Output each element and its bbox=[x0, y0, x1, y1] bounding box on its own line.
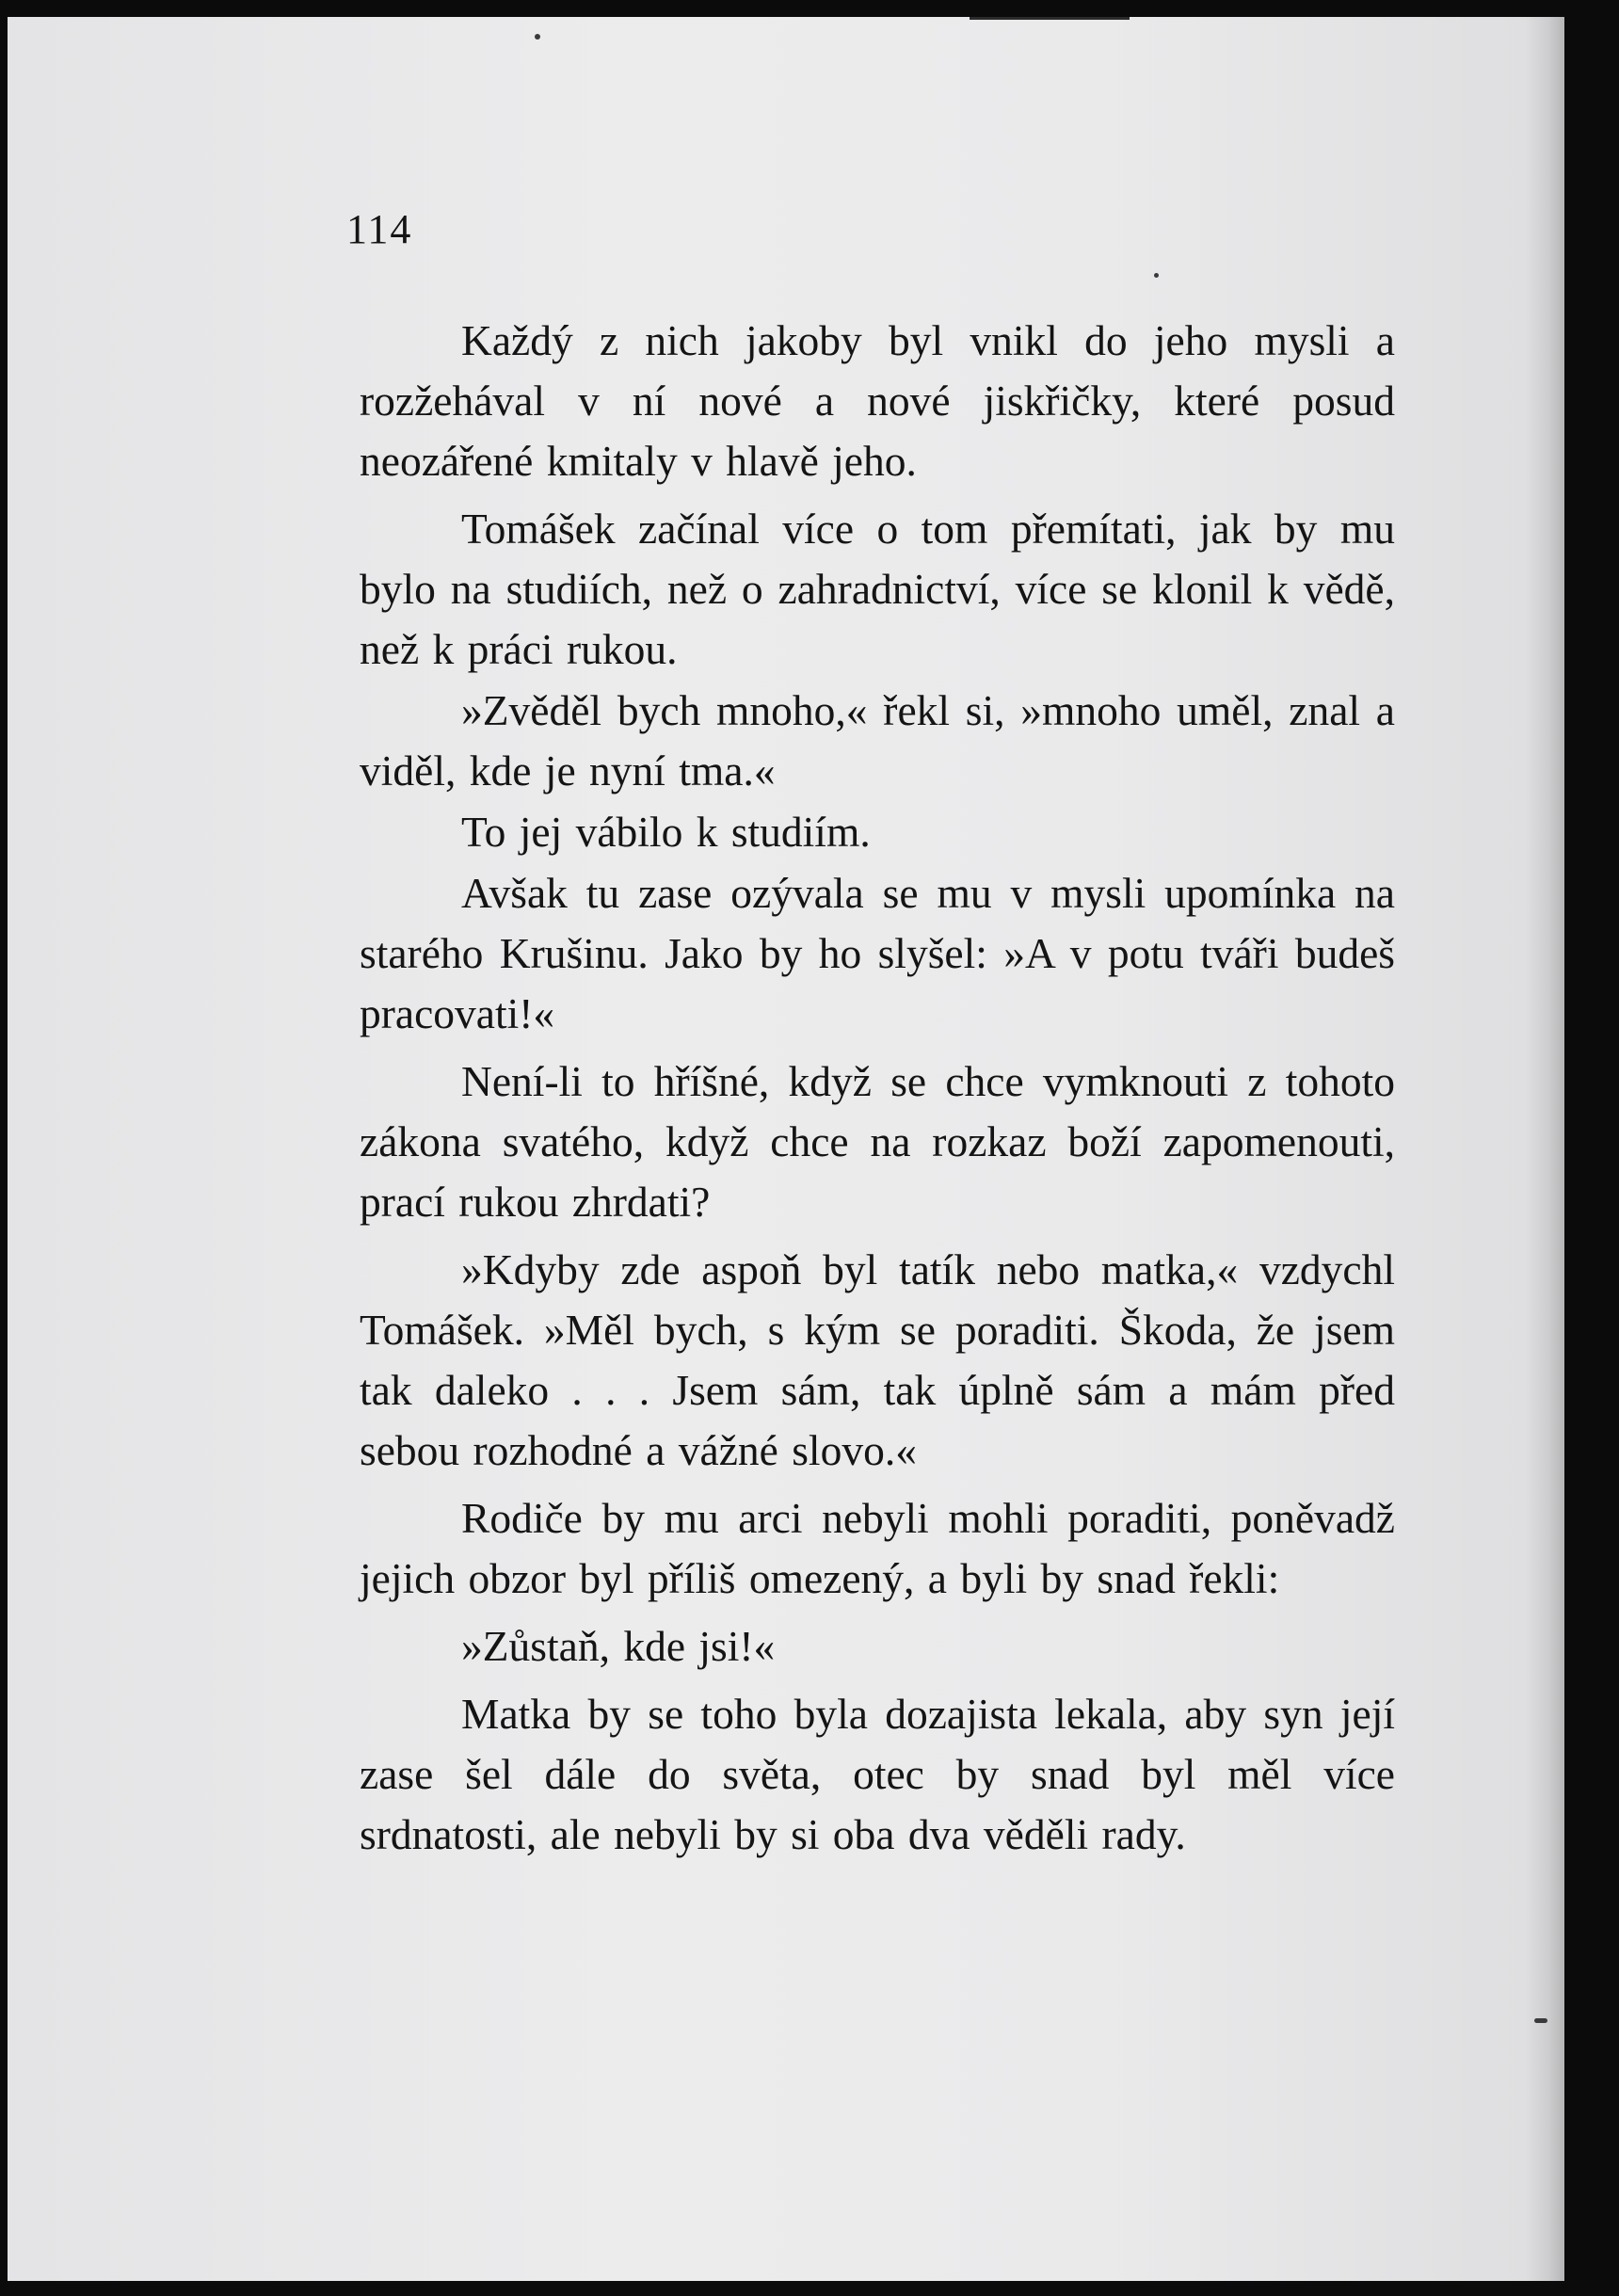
paragraph: Každý z nich jakoby byl vnikl do jeho mysli a rozžehával v ní nové a nové jiskřičky, které posud neozářené kmitaly v hlavě jeho. bbox=[360, 316, 1395, 485]
body-text bbox=[360, 311, 1395, 1866]
scan-speck bbox=[1534, 2018, 1547, 2023]
page-edge-mark bbox=[970, 17, 1130, 20]
paragraph: »Zvěděl bych mnoho,« řekl si, »mnoho uměl, znal a viděl, kde je nyní tma.« bbox=[360, 686, 1395, 795]
paragraph: Rodiče by mu arci nebyli mohli poraditi, poněvadž jejich obzor byl příliš omezený, a byli by snad řekli: bbox=[360, 1494, 1395, 1602]
paragraph: To jej vábilo k studiím. bbox=[461, 808, 871, 856]
paragraph: »Kdyby zde aspoň byl tatík nebo matka,« vzdychl Tomášek. »Měl bych, s kým se poraditi. Škoda, že jsem tak daleko . . . Jsem sám, tak úplně sám a mám před sebou rozhodné a vážné slovo.« bbox=[360, 1245, 1395, 1474]
spine-shadow bbox=[1525, 17, 1564, 2281]
paragraph: Matka by se toho byla dozajista lekala, aby syn její zase šel dále do světa, otec by snad byl měl více srdnatosti, ale nebyli by si oba dva věděli rady. bbox=[360, 1690, 1395, 1858]
paragraph: Tomášek začínal více o tom přemítati, jak by mu bylo na studiích, než o zahradnictví, více se klonil k vědě, než k práci rukou. bbox=[360, 505, 1395, 673]
paragraph: Avšak tu zase ozývala se mu v mysli upomínka na starého Krušinu. Jako by ho slyšel: »A v potu tváři budeš pracovati!« bbox=[360, 869, 1395, 1037]
scan-speck bbox=[1154, 273, 1159, 278]
scan-speck bbox=[535, 34, 540, 40]
paragraph: Není-li to hříšné, když se chce vymknouti z tohoto zákona svatého, když chce na rozkaz boží zapomenouti, prací rukou zhrdati? bbox=[360, 1057, 1395, 1226]
paragraph: »Zůstaň, kde jsi!« bbox=[461, 1622, 776, 1670]
page-number: 114 bbox=[346, 206, 413, 252]
